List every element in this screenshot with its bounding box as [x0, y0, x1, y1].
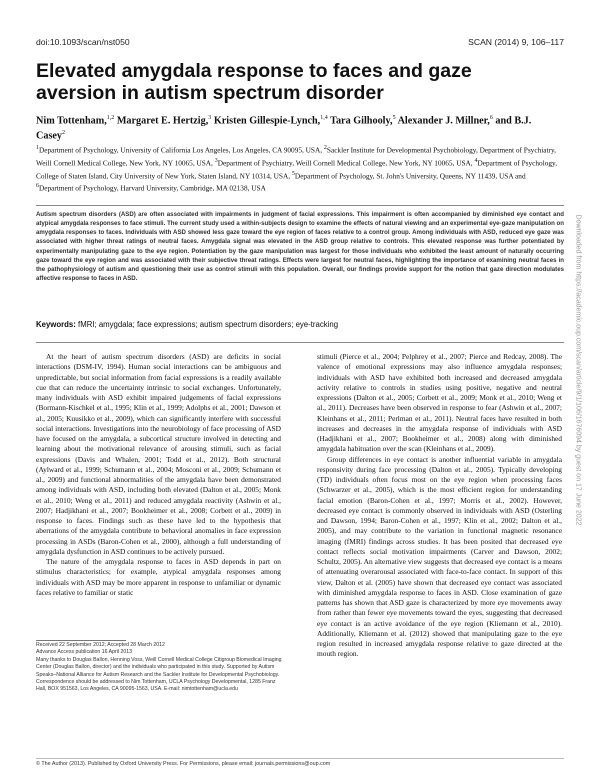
body-column-right [317, 352, 562, 752]
author-affil-mark: 1,2 [106, 115, 115, 121]
download-watermark [568, 140, 588, 600]
received-dates: Received 22 September 2012; Accepted 28 March 2012 [36, 642, 165, 648]
affiliations [36, 143, 564, 194]
keywords-label: Keywords: [36, 320, 76, 329]
author-affil-mark: 2 [62, 130, 66, 137]
correspondence: Correspondence should be addressed to Nim Tottenham, UCLA Psychology Developmental, 1285 Franz Hall, BOX 951563, Los Angeles, CA 90095-1563, USA. E-mail: nimtottenham@ucla.edu [36, 679, 276, 693]
affil-mark: 2 [323, 145, 327, 151]
affil-mark: 3 [214, 157, 218, 164]
affiliation: Department of Psychology, College of Staten Island, City University of New York, Staten Island, NY 10314, USA, [36, 158, 558, 181]
author-affil-mark: 3 [208, 115, 212, 121]
keywords-text: fMRI; amygdala; face expressions; autism spectrum disorders; eye-tracking [75, 320, 339, 329]
author-affil-mark: 1,4 [320, 115, 328, 121]
footnote-block [36, 642, 282, 694]
author-name: Tara Gilhooly, [330, 115, 393, 127]
author-name: Nim Tottenham, [36, 115, 107, 127]
author-name: Alexander J. Millner, [397, 115, 490, 127]
affiliation: Department of Psychology, University of California Los Angeles, Los Angeles, CA 90095, USA, [39, 145, 324, 155]
footer-divider [36, 758, 564, 759]
body-paragraph: The nature of the amygdala response to faces in ASD depends in part on stimulus characteristics; for example, atypical amygdala responses among individuals with ASD may be more apparent in response to unfamiliar or dynamic faces relative to familiar or static [36, 557, 281, 597]
affiliation: Department of Psychology, Harvard University, Cambridge, MA 02138, USA [39, 183, 266, 193]
body-column-left [36, 352, 281, 640]
journal-citation: SCAN (2014) 9, 106–117 [468, 37, 564, 47]
affiliation: Department of Psychiatry, Weill Cornell Medical College, New York, NY 10065, USA, [217, 158, 475, 168]
author-affil-mark: 5 [392, 115, 396, 121]
affil-mark: 6 [36, 183, 39, 190]
keywords [36, 320, 564, 330]
body-paragraph: Group differences in eye contact is another influential variable in amygdala responsivity during face processing (Dalton et al., 2005). Typically developing (TD) individuals often focus most on the eye region when processing faces (Schwarzer et al., 2005), which is the most efficient region for understanding facial emotion (Baron-Cohen et al., 1997; Morris et al., 2002). However, decreased eye contact is commonly observed in individuals with ASD (Osterling and Dawson, 1994; Baron-Cohen et al., 1997; Klin et al., 2002; Dalton et al., 2005), and may contribute to the variation in functional magnetic resonance imaging (fMRI) findings across studies. It has been posited that decreased eye contact reflects social motivation impairments (Carver and Dawson, 2002; Schultz, 2005). An alternative view suggests that decreased eye contact is a means of attenuating overarousal associated with face-to-face contact. In support of this view, Dalton et al. (2005) have shown that decreased eye contact was associated with diminished amygdala response to faces in ASD. Close examination of gaze patterns has shown that ASD gaze is characterized by more eye movements away from rather than fewer eye movements toward the eyes, suggesting that decreased eye contact is an active avoidance of the eye region (Kliemann et al., 2010). Additionally, Kliemann et al. (2012) showed that manipulating gaze to the eye region resulted in increased amygdala response relative to gaze directed at the mouth region. [317, 454, 562, 659]
affiliation: Department of Psychology, St. John's University, Queens, NY 11439, USA and [294, 171, 526, 181]
author-name: and B.J. Casey [36, 115, 532, 142]
affil-mark: 1 [36, 145, 39, 151]
advance-access: Advance Access publication 16 April 2013 [36, 649, 133, 656]
author-name: Margaret E. Hertzig, [116, 115, 209, 127]
copyright-footer: © The Author (2013). Published by Oxford University Press. For Permissions, please email: journals.permissions@oup.com [36, 761, 331, 767]
abstract: Autism spectrum disorders (ASD) are often associated with impairments in judgment of facial expressions. This impairment is often accompanied by diminished eye contact and atypical amygdala responses to face stimuli. The current study used a within-subjects design to examine the effects of natural viewing and an experimental eye-gaze manipulation on amygdala responses to faces. Individuals with ASD showed less gaze toward the eye region of faces relative to a control group. Among individuals with ASD, reduced eye gaze was associated with higher threat ratings of neutral faces. Amygdala signal was elevated in the ASD group relative to controls. This elevated response was further potentiated by experimentally manipulating gaze to the eye region. Potentiation by the gaze manipulation was largest for those individuals who exhibited the least amount of naturally occurring gaze toward the eye region and was associated with their subjective threat ratings. Effects were largest for neutral faces, highlighting the importance of examining neutral faces in the pathophysiology of autism and questioning their use as control stimuli with this population. Overall, our findings provide support for the notion that gaze direction modulates affective response to faces in ASD. [36, 211, 564, 283]
author-name: Kristen Gillespie-Lynch, [213, 115, 321, 127]
affil-mark: 5 [291, 170, 295, 177]
affil-mark: 4 [474, 157, 478, 164]
doi-label[interactable]: doi:10.1093/scan/nst050 [36, 37, 130, 47]
footnote-divider [36, 640, 126, 641]
author-affil-mark: 6 [489, 115, 493, 121]
article-title: Elevated amygdala response to faces and gaze aversion in autism spectrum disorder [36, 60, 472, 104]
author-list [36, 112, 556, 143]
divider [36, 205, 564, 206]
watermark-text: Downloaded from https://academic.oup.com/scan/article/9/1/106/1676094 by guest on 17 June 2022 [574, 214, 582, 526]
divider [36, 342, 564, 343]
affiliation: Sackler Institute for Developmental Psychobiology, Department of Psychiatry, Weill Cornell Medical College, New York, NY 10065, USA, [36, 145, 556, 168]
acknowledgements: Many thanks to Douglas Ballon, Henning Voss, Weill Cornell Medical College Citigroup Biomedical Imaging Center (Douglas Ballon, director) and the individuals who participated in this study. Supported by Autism Speaks–National Alliance for Autism Research and the Sackler Institute for Developmental Psychobiology. [36, 656, 282, 678]
body-paragraph: At the heart of autism spectrum disorders (ASD) are deficits in social interactions (DSM-IV, 1994). Human social interactions can be ambiguous and unpredictable, but social information from facial expressions is a readily available cue that can reduce the uncertainty intrinsic to social exchanges. Unfortunately, many individuals with ASD exhibit impaired judgements of facial expressions (Bormann-Kischkel et al., 1995; Klin et al., 1999; Adolphs et al., 2001; Dawson et al., 2005; Kuusikko et al., 2009), which can significantly interfere with successful social interactions. Investigations into the neurobiology of face processing of ASD have focused on the amygdala, a subcortical structure involved in detecting and learning about the motivational relevance of arousing stimuli, such as facial expressions (Davis and Whalen, 2001; Todd et al., 2012). Both structural (Aylward et al., 1999; Schumann et al., 2004; Mosconi et al., 2009; Schumann et al., 2009) and functional abnormalities of the amygdala have been demonstrated among individuals with ASD, including both elevated (Dalton et al., 2005; Monk et al., 2010; Weng et al., 2011) and reduced amygdala reactivity (Ashwin et al., 2007; Hadjikhani et al., 2007; Bookheimer et al., 2008; Corbett et al., 2009) in response to faces. Findings such as these have led to the hypothesis that aberrations of the amygdala contribute to behavioral anomalies in face expression processing in ASDs (Baron-Cohen et al., 2000), although a full understanding of amygdala dysfunction in ASD continues to be actively pursued. [36, 352, 281, 556]
body-paragraph: stimuli (Pierce et al., 2004; Pelphrey et al., 2007; Pierce and Redcay, 2008). The valence of emotional expressions may also influence amygdala responses; individuals with ASD have exhibited both increased and decreased amygdala activity relative to controls in studies using positive, negative and neutral expressions (Dalton et al., 2005; Corbett et al., 2009; Monk et al., 2010; Weng et al., 2011). Decreases have been observed in response to fear (Ashwin et al., 2007; Kleinhans et al., 2011; Perlman et al., 2011). Neutral faces have resulted in both increases and decreases in the amygdala response of individuals with ASD (Hadjikhani et al., 2007; Bookheimer et al., 2008) along with diminished amygdala habituation over the scan (Kleinhans et al., 2009). [317, 352, 562, 454]
